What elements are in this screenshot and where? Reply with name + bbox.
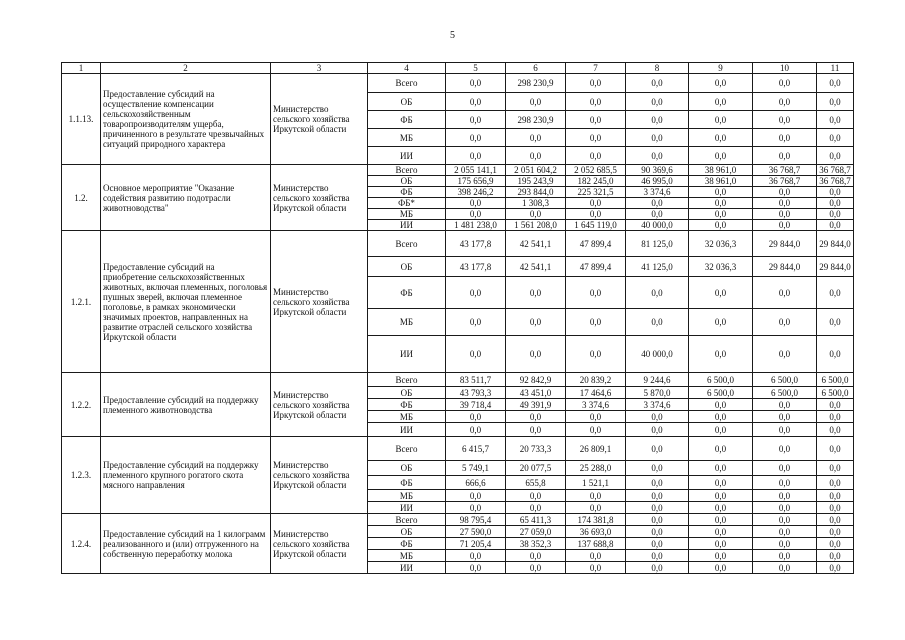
amount-cell: 0,0 — [689, 111, 753, 129]
amount-cell: 0,0 — [817, 198, 854, 209]
measure-name: Предоставление субсидий на поддержку племенного крупного рогатого скота мясного направления — [101, 437, 271, 514]
amount-cell: 0,0 — [753, 526, 817, 538]
amount-cell: 0,0 — [626, 550, 689, 562]
amount-cell: 0,0 — [626, 476, 689, 490]
amount-cell: 666,6 — [446, 476, 506, 490]
amount-cell: 1 481 238,0 — [446, 220, 506, 231]
column-number: 4 — [368, 63, 446, 74]
amount-cell: 0,0 — [689, 187, 753, 198]
amount-cell: 0,0 — [753, 411, 817, 423]
amount-cell: 0,0 — [817, 550, 854, 562]
amount-cell: 0,0 — [817, 538, 854, 550]
amount-cell: 0,0 — [817, 461, 854, 476]
amount-cell: 5 870,0 — [626, 387, 689, 399]
column-number: 2 — [101, 63, 271, 74]
funding-source: ФБ — [368, 187, 446, 198]
funding-source: МБ — [368, 309, 446, 336]
amount-cell: 0,0 — [566, 209, 626, 220]
budget-table — [61, 62, 854, 574]
amount-cell: 0,0 — [626, 198, 689, 209]
amount-cell: 0,0 — [446, 209, 506, 220]
amount-cell: 0,0 — [446, 490, 506, 502]
table-row — [62, 74, 854, 93]
amount-cell: 0,0 — [753, 490, 817, 502]
page-number: 5 — [450, 30, 455, 41]
amount-cell: 0,0 — [566, 111, 626, 129]
amount-cell: 0,0 — [689, 399, 753, 411]
amount-cell: 0,0 — [626, 111, 689, 129]
funding-source: ОБ — [368, 176, 446, 187]
amount-cell: 0,0 — [626, 411, 689, 423]
amount-cell: 0,0 — [689, 461, 753, 476]
amount-cell: 1 308,3 — [506, 198, 566, 209]
table-row — [62, 514, 854, 526]
amount-cell: 655,8 — [506, 476, 566, 490]
amount-cell: 195 243,9 — [506, 176, 566, 187]
amount-cell: 0,0 — [566, 411, 626, 423]
amount-cell: 0,0 — [753, 336, 817, 373]
funding-source: ИИ — [368, 336, 446, 373]
amount-cell: 0,0 — [817, 220, 854, 231]
measure-name: Предоставление субсидий на 1 килограмм реализованного и (или) отгруженного на собственную переработку молока — [101, 514, 271, 574]
amount-cell: 39 718,4 — [446, 399, 506, 411]
funding-source: МБ — [368, 411, 446, 423]
amount-cell: 0,0 — [626, 209, 689, 220]
amount-cell: 92 842,9 — [506, 373, 566, 387]
column-number: 5 — [446, 63, 506, 74]
amount-cell: 29 844,0 — [753, 257, 817, 277]
amount-cell: 0,0 — [626, 74, 689, 93]
funding-source: ФБ — [368, 111, 446, 129]
amount-cell: 6 500,0 — [753, 373, 817, 387]
amount-cell: 0,0 — [506, 147, 566, 165]
amount-cell: 175 656,9 — [446, 176, 506, 187]
responsible-executor: Министерство сельского хозяйства Иркутской области — [271, 231, 368, 373]
funding-source: ФБ — [368, 399, 446, 411]
funding-source: ИИ — [368, 220, 446, 231]
amount-cell: 0,0 — [817, 562, 854, 574]
amount-cell: 0,0 — [817, 423, 854, 437]
amount-cell: 0,0 — [817, 74, 854, 93]
funding-source: ОБ — [368, 461, 446, 476]
amount-cell: 0,0 — [689, 514, 753, 526]
amount-cell: 5 749,1 — [446, 461, 506, 476]
amount-cell: 398 246,2 — [446, 187, 506, 198]
amount-cell: 0,0 — [446, 502, 506, 514]
measure-name: Предоставление субсидий на осуществление компенсации сельскохозяйственным товаропроизводителям ущерба, причиненного в результате чрезвычайных ситуаций природного характера — [101, 74, 271, 165]
amount-cell: 0,0 — [817, 336, 854, 373]
amount-cell: 0,0 — [506, 562, 566, 574]
amount-cell: 0,0 — [446, 423, 506, 437]
amount-cell: 36 693,0 — [566, 526, 626, 538]
amount-cell: 29 844,0 — [817, 231, 854, 257]
amount-cell: 0,0 — [626, 93, 689, 111]
funding-source: Всего — [368, 437, 446, 461]
measure-code: 1.2.2. — [62, 373, 101, 437]
amount-cell: 0,0 — [753, 198, 817, 209]
responsible-executor: Министерство сельского хозяйства Иркутской области — [271, 514, 368, 574]
amount-cell: 0,0 — [506, 336, 566, 373]
amount-cell: 0,0 — [446, 147, 506, 165]
funding-source: ФБ — [368, 277, 446, 309]
amount-cell: 0,0 — [446, 93, 506, 111]
column-number: 8 — [626, 63, 689, 74]
amount-cell: 0,0 — [626, 562, 689, 574]
amount-cell: 0,0 — [689, 336, 753, 373]
amount-cell: 29 844,0 — [753, 231, 817, 257]
amount-cell: 41 125,0 — [626, 257, 689, 277]
amount-cell: 0,0 — [753, 220, 817, 231]
amount-cell: 20 077,5 — [506, 461, 566, 476]
amount-cell: 0,0 — [753, 476, 817, 490]
funding-source: ОБ — [368, 257, 446, 277]
amount-cell: 0,0 — [753, 514, 817, 526]
responsible-executor: Министерство сельского хозяйства Иркутской области — [271, 373, 368, 437]
amount-cell: 6 415,7 — [446, 437, 506, 461]
amount-cell: 0,0 — [506, 411, 566, 423]
amount-cell: 0,0 — [753, 562, 817, 574]
amount-cell: 0,0 — [689, 198, 753, 209]
funding-source: ОБ — [368, 93, 446, 111]
amount-cell: 71 205,4 — [446, 538, 506, 550]
amount-cell: 0,0 — [566, 490, 626, 502]
amount-cell: 0,0 — [689, 147, 753, 165]
amount-cell: 0,0 — [566, 502, 626, 514]
amount-cell: 0,0 — [817, 399, 854, 411]
amount-cell: 27 059,0 — [506, 526, 566, 538]
funding-source: ИИ — [368, 562, 446, 574]
funding-source: МБ — [368, 490, 446, 502]
amount-cell: 0,0 — [817, 309, 854, 336]
amount-cell: 32 036,3 — [689, 257, 753, 277]
amount-cell: 32 036,3 — [689, 231, 753, 257]
amount-cell: 298 230,9 — [506, 111, 566, 129]
funding-source: ОБ — [368, 387, 446, 399]
amount-cell: 0,0 — [817, 476, 854, 490]
amount-cell: 0,0 — [626, 538, 689, 550]
amount-cell: 0,0 — [817, 111, 854, 129]
funding-source: Всего — [368, 514, 446, 526]
amount-cell: 0,0 — [626, 129, 689, 147]
funding-source: МБ — [368, 129, 446, 147]
amount-cell: 0,0 — [689, 423, 753, 437]
amount-cell: 0,0 — [817, 129, 854, 147]
amount-cell: 0,0 — [753, 209, 817, 220]
amount-cell: 0,0 — [753, 399, 817, 411]
amount-cell: 47 899,4 — [566, 231, 626, 257]
amount-cell: 0,0 — [566, 93, 626, 111]
amount-cell: 38 961,0 — [689, 165, 753, 176]
funding-source: ФБ — [368, 538, 446, 550]
amount-cell: 0,0 — [689, 277, 753, 309]
amount-cell: 36 768,7 — [817, 176, 854, 187]
amount-cell: 0,0 — [506, 490, 566, 502]
amount-cell: 0,0 — [566, 129, 626, 147]
amount-cell: 0,0 — [446, 198, 506, 209]
amount-cell: 0,0 — [817, 147, 854, 165]
amount-cell: 40 000,0 — [626, 220, 689, 231]
amount-cell: 0,0 — [753, 74, 817, 93]
amount-cell: 25 288,0 — [566, 461, 626, 476]
amount-cell: 0,0 — [817, 277, 854, 309]
amount-cell: 40 000,0 — [626, 336, 689, 373]
amount-cell: 0,0 — [817, 490, 854, 502]
column-number: 11 — [817, 63, 854, 74]
amount-cell: 137 688,8 — [566, 538, 626, 550]
amount-cell: 0,0 — [689, 209, 753, 220]
amount-cell: 0,0 — [446, 309, 506, 336]
amount-cell: 0,0 — [689, 309, 753, 336]
amount-cell: 0,0 — [817, 437, 854, 461]
funding-source: ФБ* — [368, 198, 446, 209]
amount-cell: 0,0 — [817, 514, 854, 526]
responsible-executor: Министерство сельского хозяйства Иркутской области — [271, 74, 368, 165]
amount-cell: 1 521,1 — [566, 476, 626, 490]
amount-cell: 0,0 — [753, 550, 817, 562]
amount-cell: 1 645 119,0 — [566, 220, 626, 231]
amount-cell: 0,0 — [626, 309, 689, 336]
amount-cell: 0,0 — [566, 550, 626, 562]
amount-cell: 9 244,6 — [626, 373, 689, 387]
amount-cell: 0,0 — [753, 111, 817, 129]
amount-cell: 20 733,3 — [506, 437, 566, 461]
amount-cell: 0,0 — [817, 187, 854, 198]
amount-cell: 0,0 — [566, 277, 626, 309]
funding-source: Всего — [368, 373, 446, 387]
amount-cell: 0,0 — [506, 277, 566, 309]
amount-cell: 0,0 — [446, 129, 506, 147]
amount-cell: 38 961,0 — [689, 176, 753, 187]
amount-cell: 0,0 — [689, 93, 753, 111]
amount-cell: 0,0 — [626, 437, 689, 461]
amount-cell: 0,0 — [446, 411, 506, 423]
amount-cell: 6 500,0 — [817, 387, 854, 399]
amount-cell: 0,0 — [626, 461, 689, 476]
amount-cell: 0,0 — [626, 490, 689, 502]
amount-cell: 0,0 — [689, 562, 753, 574]
amount-cell: 0,0 — [566, 336, 626, 373]
funding-source: ИИ — [368, 502, 446, 514]
amount-cell: 0,0 — [753, 423, 817, 437]
amount-cell: 0,0 — [626, 502, 689, 514]
amount-cell: 6 500,0 — [689, 373, 753, 387]
amount-cell: 0,0 — [626, 514, 689, 526]
amount-cell: 0,0 — [506, 309, 566, 336]
amount-cell: 1 561 208,0 — [506, 220, 566, 231]
amount-cell: 20 839,2 — [566, 373, 626, 387]
amount-cell: 6 500,0 — [753, 387, 817, 399]
measure-name: Предоставление субсидий на поддержку племенного животноводства — [101, 373, 271, 437]
responsible-executor: Министерство сельского хозяйства Иркутской области — [271, 165, 368, 231]
amount-cell: 0,0 — [446, 550, 506, 562]
amount-cell: 0,0 — [817, 526, 854, 538]
column-number: 1 — [62, 63, 101, 74]
amount-cell: 43 177,8 — [446, 231, 506, 257]
amount-cell: 0,0 — [566, 562, 626, 574]
amount-cell: 0,0 — [689, 538, 753, 550]
amount-cell: 0,0 — [689, 129, 753, 147]
table-row — [62, 231, 854, 257]
amount-cell: 6 500,0 — [817, 373, 854, 387]
funding-source: ФБ — [368, 476, 446, 490]
amount-cell: 0,0 — [506, 550, 566, 562]
amount-cell: 0,0 — [817, 411, 854, 423]
amount-cell: 0,0 — [626, 277, 689, 309]
measure-code: 1.2.1. — [62, 231, 101, 373]
measure-code: 1.2.3. — [62, 437, 101, 514]
amount-cell: 43 177,8 — [446, 257, 506, 277]
amount-cell: 0,0 — [689, 411, 753, 423]
column-number: 3 — [271, 63, 368, 74]
measure-code: 1.1.13. — [62, 74, 101, 165]
amount-cell: 0,0 — [689, 490, 753, 502]
amount-cell: 98 795,4 — [446, 514, 506, 526]
amount-cell: 0,0 — [753, 93, 817, 111]
amount-cell: 0,0 — [753, 538, 817, 550]
measure-name: Предоставление субсидий на приобретение сельскохозяйственных животных, включая племенных, поголовья пушных зверей, включая племенное поголовье, в рамках экономически значимых проектов, направленных на развитие отраслей сельского хозяйства Иркутской области — [101, 231, 271, 373]
amount-cell: 0,0 — [446, 277, 506, 309]
amount-cell: 3 374,6 — [566, 399, 626, 411]
amount-cell: 0,0 — [566, 198, 626, 209]
measure-code: 1.2.4. — [62, 514, 101, 574]
funding-source: Всего — [368, 165, 446, 176]
amount-cell: 0,0 — [506, 502, 566, 514]
amount-cell: 6 500,0 — [689, 387, 753, 399]
column-number: 7 — [566, 63, 626, 74]
funding-source: ОБ — [368, 526, 446, 538]
column-number: 9 — [689, 63, 753, 74]
amount-cell: 0,0 — [506, 129, 566, 147]
amount-cell: 43 451,0 — [506, 387, 566, 399]
amount-cell: 0,0 — [689, 550, 753, 562]
amount-cell: 46 995,0 — [626, 176, 689, 187]
amount-cell: 49 391,9 — [506, 399, 566, 411]
amount-cell: 29 844,0 — [817, 257, 854, 277]
amount-cell: 0,0 — [446, 74, 506, 93]
amount-cell: 0,0 — [626, 147, 689, 165]
amount-cell: 293 844,0 — [506, 187, 566, 198]
amount-cell: 0,0 — [753, 147, 817, 165]
amount-cell: 0,0 — [566, 74, 626, 93]
column-number: 6 — [506, 63, 566, 74]
amount-cell: 0,0 — [689, 526, 753, 538]
amount-cell: 225 321,5 — [566, 187, 626, 198]
column-number: 10 — [753, 63, 817, 74]
amount-cell: 2 051 604,2 — [506, 165, 566, 176]
column-number-row — [62, 63, 854, 74]
amount-cell: 0,0 — [506, 93, 566, 111]
amount-cell: 83 511,7 — [446, 373, 506, 387]
amount-cell: 0,0 — [566, 309, 626, 336]
responsible-executor: Министерство сельского хозяйства Иркутской области — [271, 437, 368, 514]
amount-cell: 36 768,7 — [817, 165, 854, 176]
amount-cell: 3 374,6 — [626, 399, 689, 411]
funding-source: ИИ — [368, 423, 446, 437]
amount-cell: 0,0 — [753, 437, 817, 461]
amount-cell: 90 369,6 — [626, 165, 689, 176]
amount-cell: 0,0 — [753, 187, 817, 198]
amount-cell: 38 352,3 — [506, 538, 566, 550]
amount-cell: 0,0 — [446, 111, 506, 129]
amount-cell: 65 411,3 — [506, 514, 566, 526]
amount-cell: 0,0 — [446, 336, 506, 373]
funding-source: Всего — [368, 74, 446, 93]
measure-name: Основное мероприятие "Оказание содействия развитию подотрасли животноводства" — [101, 165, 271, 231]
amount-cell: 0,0 — [753, 129, 817, 147]
amount-cell: 182 245,0 — [566, 176, 626, 187]
amount-cell: 0,0 — [753, 309, 817, 336]
measure-code: 1.2. — [62, 165, 101, 231]
amount-cell: 0,0 — [689, 476, 753, 490]
amount-cell: 0,0 — [506, 423, 566, 437]
amount-cell: 0,0 — [817, 93, 854, 111]
amount-cell: 0,0 — [753, 277, 817, 309]
amount-cell: 0,0 — [506, 209, 566, 220]
amount-cell: 0,0 — [626, 423, 689, 437]
table-row — [62, 437, 854, 461]
amount-cell: 0,0 — [753, 502, 817, 514]
amount-cell: 298 230,9 — [506, 74, 566, 93]
funding-source: МБ — [368, 209, 446, 220]
amount-cell: 47 899,4 — [566, 257, 626, 277]
amount-cell: 42 541,1 — [506, 231, 566, 257]
amount-cell: 0,0 — [689, 74, 753, 93]
table-row — [62, 373, 854, 387]
funding-source: ИИ — [368, 147, 446, 165]
amount-cell: 0,0 — [689, 220, 753, 231]
amount-cell: 17 464,6 — [566, 387, 626, 399]
amount-cell: 36 768,7 — [753, 165, 817, 176]
funding-source: Всего — [368, 231, 446, 257]
table-row — [62, 165, 854, 176]
amount-cell: 81 125,0 — [626, 231, 689, 257]
funding-source: МБ — [368, 550, 446, 562]
amount-cell: 0,0 — [689, 502, 753, 514]
amount-cell: 0,0 — [626, 526, 689, 538]
amount-cell: 43 793,3 — [446, 387, 506, 399]
amount-cell: 0,0 — [566, 147, 626, 165]
amount-cell: 2 052 685,5 — [566, 165, 626, 176]
amount-cell: 3 374,6 — [626, 187, 689, 198]
amount-cell: 0,0 — [817, 502, 854, 514]
amount-cell: 0,0 — [753, 461, 817, 476]
amount-cell: 2 055 141,1 — [446, 165, 506, 176]
amount-cell: 0,0 — [689, 437, 753, 461]
amount-cell: 36 768,7 — [753, 176, 817, 187]
amount-cell: 0,0 — [817, 209, 854, 220]
amount-cell: 26 809,1 — [566, 437, 626, 461]
amount-cell: 0,0 — [566, 423, 626, 437]
amount-cell: 0,0 — [446, 562, 506, 574]
amount-cell: 42 541,1 — [506, 257, 566, 277]
amount-cell: 174 381,8 — [566, 514, 626, 526]
amount-cell: 27 590,0 — [446, 526, 506, 538]
